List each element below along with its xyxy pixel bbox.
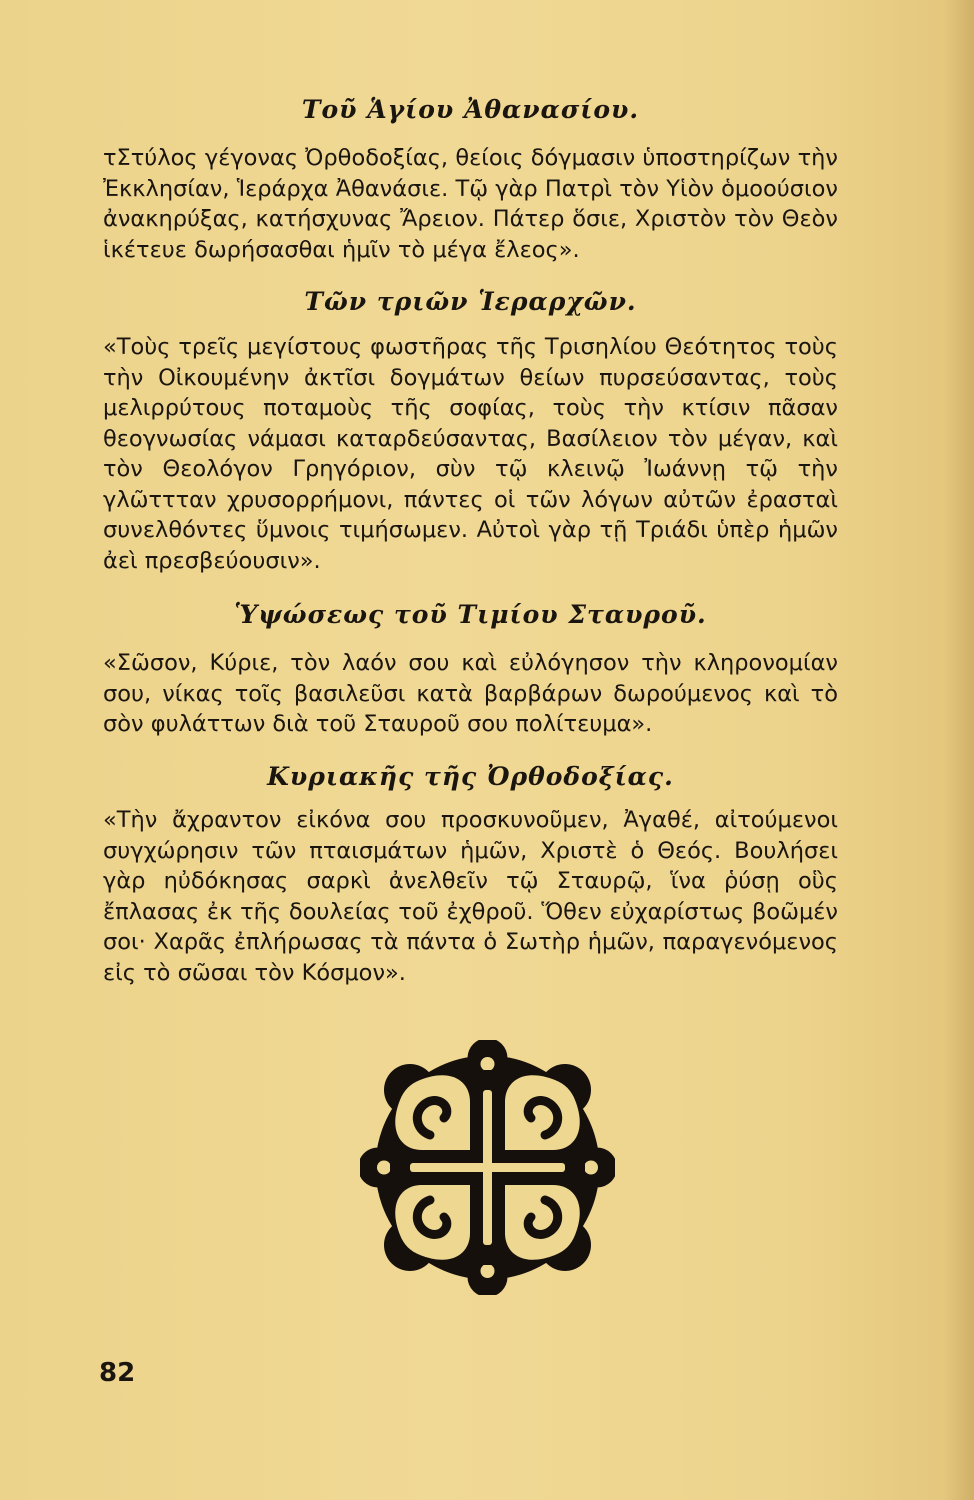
- section-heading-orthodoxy-sunday: Κυριακῆς τῆς Ὀρθοδοξίας.: [267, 762, 674, 791]
- section-paragraph-orthodoxy-sunday: «Τὴν ἄχραντον εἰκόνα σου προσκυνοῦμεν, Ἀγαθέ, αἰτούμενοι συγχώρησιν τῶν πταισμάτων ἡμῶν, Χριστὲ ὁ Θεός. Βουλήσει γὰρ ηὐδόκησας σαρκὶ ἀνελθεῖν τῷ Σταυρῷ, ἵνα ῥύσῃ οὓς ἔπλασας ἐκ τῆς δουλείας τοῦ ἐχθροῦ. Ὅθεν εὐχαρίστως βοῶμέν σοι· Χαρᾶς ἐπλήρωσας τὰ πάντα ὁ Σωτὴρ ἡμῶν, παραγενόμενος εἰς τὸ σῶσαι τὸν Κόσμον».: [103, 807, 838, 986]
- section-heading-athanasius: Τοῦ Ἁγίου Ἀθανασίου.: [301, 95, 640, 124]
- ornamental-cross-icon: [360, 1040, 615, 1295]
- section-paragraph-athanasius: τΣτύλος γέγονας Ὀρθοδοξίας, θείοις δόγμασιν ὑποστηρίζων τὴν Ἐκκλησίαν, Ἱεράρχα Ἀθανάσιε. Τῷ γὰρ Πατρὶ τὸν Υἱὸν ὁμοούσιον ἀνακηρύξας, κατήσχυνας Ἄρειον. Πάτερ ὅσιε, Χριστὸν τὸν Θεὸν ἱκέτευε δωρήσασθαι ἡμῖν τὸ μέγα ἔλεος».: [103, 145, 838, 263]
- section-paragraph-three-hierarchs: «Τοὺς τρεῖς μεγίστους φωστῆρας τῆς Τρισηλίου Θεότητος τοὺς τὴν Οἰκουμένην ἀκτῖσι δογμάτων θείων πυρσεύσαντας, τοὺς μελιρρύτους ποταμοὺς τῆς σοφίας, τοὺς τὴν κτίσιν πᾶσαν θεογνωσίας νάμασι καταρδεύσαντας, Βασίλειον τὸν μέγαν, καὶ τὸν Θεολόγον Γρηγόριον, σὺν τῷ κλεινῷ Ἰωάννῃ τῷ τὴν γλῶττταν χρυσορρήμονι, πάντες οἱ τῶν λόγων αὐτῶν ἐρασταὶ συνελθόντες ὕμνοις τιμήσωμεν. Αὐτοὶ γὰρ τῇ Τριάδι ὑπὲρ ἡμῶν ἀεὶ πρεσβεύουσιν».: [103, 334, 838, 574]
- section-paragraph-exaltation-cross: «Σῶσον, Κύριε, τὸν λαόν σου καὶ εὐλόγησον τὴν κληρονομίαν σου, νίκας τοῖς βασιλεῦσι κατὰ βαρβάρων δωρούμενος καὶ τὸ σὸν φυλάττων διὰ τοῦ Σταυροῦ σου πολίτευμα».: [103, 650, 838, 737]
- section-heading-three-hierarchs: Τῶν τριῶν Ἱεραρχῶν.: [304, 287, 637, 316]
- page-number: 82: [99, 1358, 136, 1388]
- section-heading-exaltation-cross: Ὑψώσεως τοῦ Τιμίου Σταυροῦ.: [234, 600, 707, 629]
